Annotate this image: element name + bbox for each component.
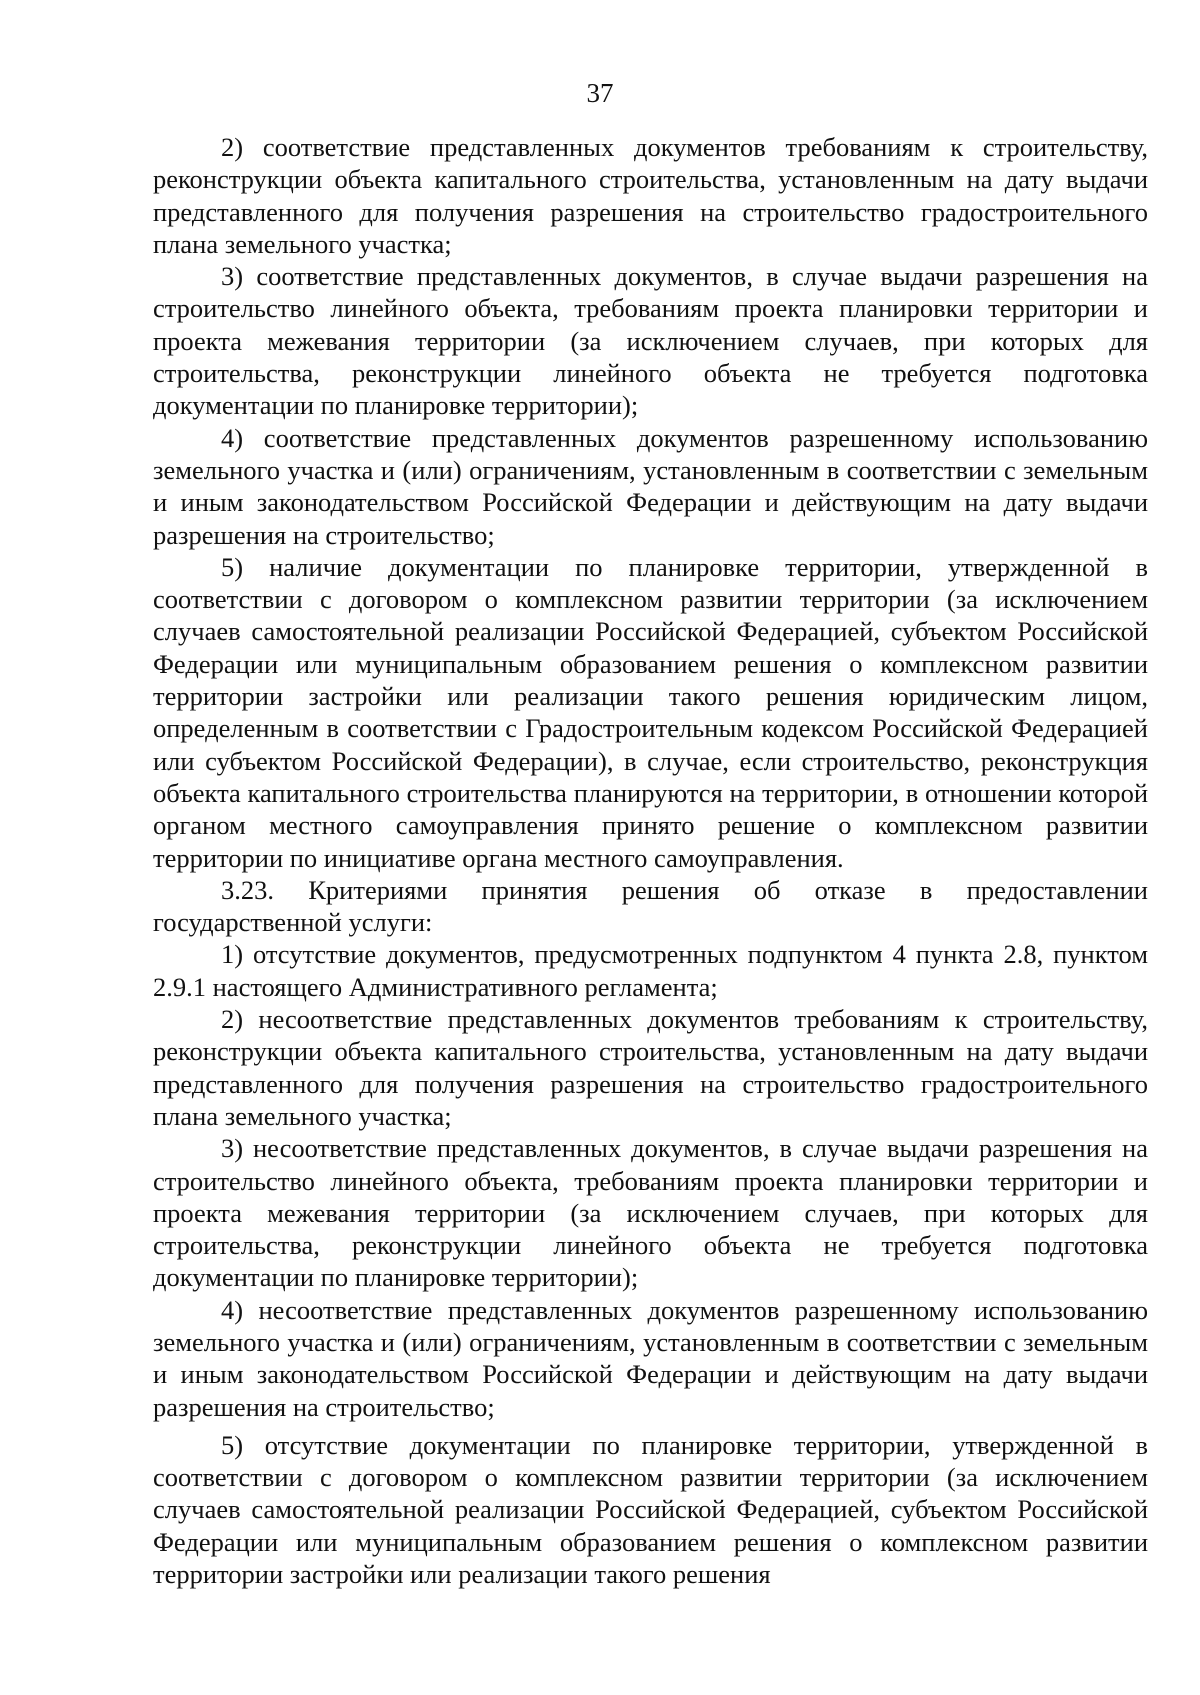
paragraph-3-noncompliance-linear: 3) несоответствие представленных документов, в случае выдачи разрешения на строительство линейного объекта, требованиям проекта планировки территории и проекта межевания территории (за исключением случаев, при которых для строительства, реконструкции линейного объекта не требуется подготовка документации по планировке территории); (153, 1133, 1148, 1293)
paragraph-2-noncompliance: 2) несоответствие представленных документов требованиям к строительству, реконструкции объекта капитального строительства, установленным на дату выдачи представленного для получения разрешения на строительство градостроительного плана земельного участка; (153, 1004, 1148, 1131)
paragraph-1-missing-docs: 1) отсутствие документов, предусмотренных подпунктом 4 пункта 2.8, пунктом 2.9.1 настоящего Административного регламента; (153, 939, 1148, 1002)
paragraph-3-compliance-linear: 3) соответствие представленных документов, в случае выдачи разрешения на строительство линейного объекта, требованиям проекта планировки территории и проекта межевания территории (за исключением случаев, при которых для строительства, реконструкции линейного объекта не требуется подготовка документации по планировке территории); (153, 261, 1148, 421)
paragraph-5-planning-docs: 5) наличие документации по планировке территории, утвержденной в соответствии с договором о комплексном развитии территории (за исключением случаев самостоятельной реализации Российской Федерацией, субъектом Российской Федерации или муниципальным образованием решения о комплексном развитии территории застройки или реализации такого решения юридическим лицом, определенным в соответствии с Градостроительным кодексом Российской Федерацией или субъектом Российской Федерации), в случае, если строительство, реконструкция объекта капитального строительства планируются на территории, в отношении которой органом местного самоуправления принято решение о комплексном развитии территории по инициативе органа местного самоуправления. (153, 551, 1148, 873)
paragraph-2-compliance: 2) соответствие представленных документов требованиям к строительству, реконструкции объекта капитального строительства, установленным на дату выдачи представленного для получения разрешения на строительство градостроительного плана земельного участка; (153, 132, 1148, 259)
paragraph-4-noncompliance-use: 4) несоответствие представленных документов разрешенному использованию земельного участка и (или) ограничениям, установленным в соответствии с земельным и иным законодательством Российской Федерации и действующим на дату выдачи разрешения на строительство; (153, 1294, 1148, 1422)
document-body (153, 131, 1148, 1590)
paragraph-4-compliance-use: 4) соответствие представленных документов разрешенному использованию земельного участка и (или) ограничениям, установленным в соответствии с земельным и иным законодательством Российской Федерации и действующим на дату выдачи разрешения на строительство; (153, 422, 1148, 550)
page-number: 37 (586, 78, 614, 108)
paragraph-5-missing-planning-docs: 5) отсутствие документации по планировке территории, утвержденной в соответствии с договором о комплексном развитии территории (за исключением случаев самостоятельной реализации Российской Федерацией, субъектом Российской Федерации или муниципальным образованием решения о комплексном развитии территории застройки или реализации такого решения (153, 1429, 1148, 1590)
paragraph-3-23-refusal-criteria: 3.23. Критериями принятия решения об отказе в предоставлении государственной услуги: (153, 874, 1148, 938)
